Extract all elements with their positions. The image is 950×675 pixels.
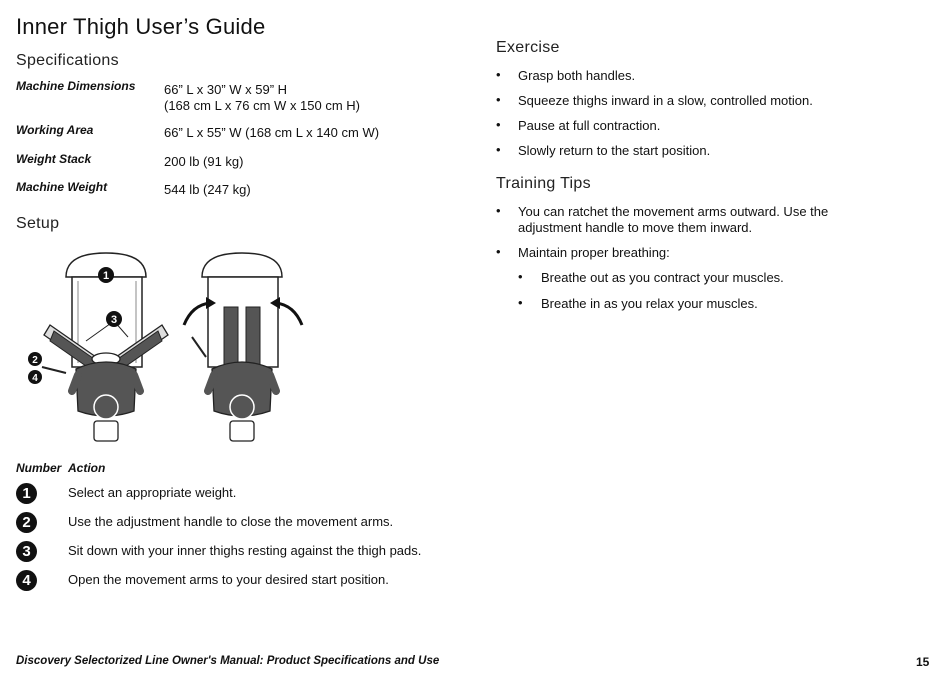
svg-text:1: 1 bbox=[102, 270, 110, 282]
training-tips-heading: Training Tips bbox=[496, 175, 591, 192]
spec-label-working-area: Working Area bbox=[16, 123, 94, 137]
sub-bullet-icon: • bbox=[518, 269, 523, 284]
svg-text:2: 2 bbox=[32, 355, 38, 366]
bullet-icon: • bbox=[496, 92, 501, 107]
step-number-badge: 3 bbox=[16, 541, 37, 562]
exercise-step: Slowly return to the start position. bbox=[518, 143, 711, 158]
callout-3-badge bbox=[106, 311, 122, 327]
step-action-text: Select an appropriate weight. bbox=[68, 485, 237, 500]
step-action-text: Use the adjustment handle to close the movement arms. bbox=[68, 514, 394, 529]
page-title: Inner Thigh User’s Guide bbox=[16, 14, 266, 39]
specifications-heading: Specifications bbox=[16, 52, 119, 69]
setup-illustration bbox=[20, 245, 320, 450]
spec-label-machine-weight: Machine Weight bbox=[16, 180, 108, 194]
bullet-icon: • bbox=[496, 67, 501, 82]
step-number-badge: 4 bbox=[16, 570, 37, 591]
exercise-step: Grasp both handles. bbox=[518, 68, 636, 83]
table-header-action: Action bbox=[68, 461, 106, 475]
sub-bullet-icon: • bbox=[518, 295, 523, 310]
spec-value-machine-weight: 544 lb (247 kg) bbox=[164, 182, 251, 197]
exercise-step: Squeeze thighs inward in a slow, controlled motion. bbox=[518, 93, 813, 108]
step-action-text: Sit down with your inner thighs resting against the thigh pads. bbox=[68, 543, 422, 558]
svg-text:3: 3 bbox=[110, 314, 118, 326]
step-number-badge: 2 bbox=[16, 512, 37, 533]
table-header-number: Number bbox=[16, 461, 62, 475]
spec-label-machine-dimensions: Machine Dimensions bbox=[16, 79, 136, 93]
page-number: 15 bbox=[916, 655, 930, 669]
spec-value-working-area: 66” L x 55” W (168 cm L x 140 cm W) bbox=[164, 125, 380, 140]
spec-label-weight-stack: Weight Stack bbox=[16, 152, 92, 166]
step-action-text: Open the movement arms to your desired start position. bbox=[68, 572, 389, 587]
training-sub-tip: Breathe out as you contract your muscles. bbox=[541, 270, 784, 285]
bullet-icon: • bbox=[496, 142, 501, 157]
machine-closed-arms-illustration bbox=[184, 253, 302, 441]
bullet-icon: • bbox=[496, 203, 501, 218]
spec-value-weight-stack: 200 lb (91 kg) bbox=[164, 154, 244, 169]
svg-text:4: 4 bbox=[32, 373, 38, 384]
callout-1-badge bbox=[98, 267, 114, 283]
footer-manual-title: Discovery Selectorized Line Owner's Manual: Product Specifications and Use bbox=[16, 655, 440, 667]
setup-heading: Setup bbox=[16, 215, 60, 232]
training-sub-tip: Breathe in as you relax your muscles. bbox=[541, 296, 758, 311]
exercise-step: Pause at full contraction. bbox=[518, 118, 661, 133]
bullet-icon: • bbox=[496, 117, 501, 132]
training-tip: Maintain proper breathing: bbox=[518, 245, 670, 260]
exercise-heading: Exercise bbox=[496, 39, 560, 56]
callout-2-badge bbox=[28, 352, 42, 366]
spec-value-machine-dimensions: 66” L x 30” W x 59” H (168 cm L x 76 cm W x 150 cm H) bbox=[164, 82, 361, 113]
step-number-badge: 1 bbox=[16, 483, 37, 504]
bullet-icon: • bbox=[496, 244, 501, 259]
training-tip: You can ratchet the movement arms outward. Use the adjustment handle to move them inward. bbox=[518, 204, 829, 235]
callout-4-badge bbox=[28, 370, 42, 384]
